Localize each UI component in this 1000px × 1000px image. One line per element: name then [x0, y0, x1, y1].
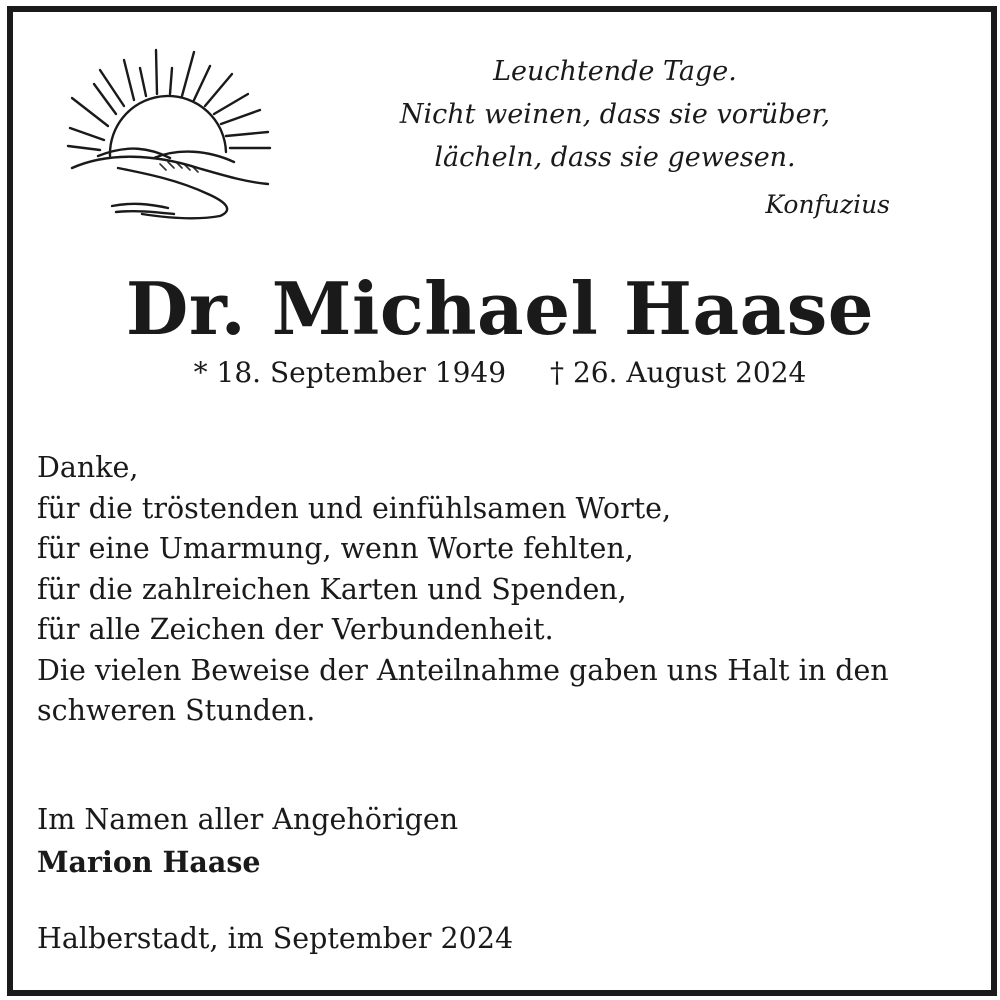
message-line: für alle Zeichen der Verbundenheit. — [37, 613, 554, 646]
place-and-date: Halberstadt, im September 2024 — [37, 922, 514, 955]
sunrise-icon — [58, 44, 278, 226]
thank-you-message — [37, 448, 982, 732]
message-line: für eine Umarmung, wenn Worte fehlten, — [37, 532, 634, 565]
quote-line: Nicht weinen, dass sie vorüber, — [399, 99, 831, 130]
signature-intro: Im Namen aller Angehörigen — [37, 803, 459, 836]
message-line: Danke, — [37, 451, 139, 484]
message-line: für die tröstenden und einfühlsamen Worte, — [37, 491, 672, 525]
message-line: Die vielen Beweise der Anteilnahme gaben uns Halt in den — [37, 653, 889, 687]
signature-name: Marion Haase — [37, 845, 261, 879]
life-dates — [0, 356, 1000, 389]
death-date: † 26. August 2024 — [550, 356, 807, 389]
quote — [340, 50, 890, 179]
message-line: schweren Stunden. — [37, 694, 316, 727]
deceased-name: Dr. Michael Haase — [125, 266, 875, 351]
birth-date: * 18. September 1949 — [193, 356, 507, 389]
message-line: für die zahlreichen Karten und Spenden, — [37, 572, 627, 606]
quote-line: lächeln, dass sie gewesen. — [434, 142, 796, 173]
quote-author: Konfuzius — [765, 190, 890, 219]
quote-line: Leuchtende Tage. — [493, 56, 737, 87]
